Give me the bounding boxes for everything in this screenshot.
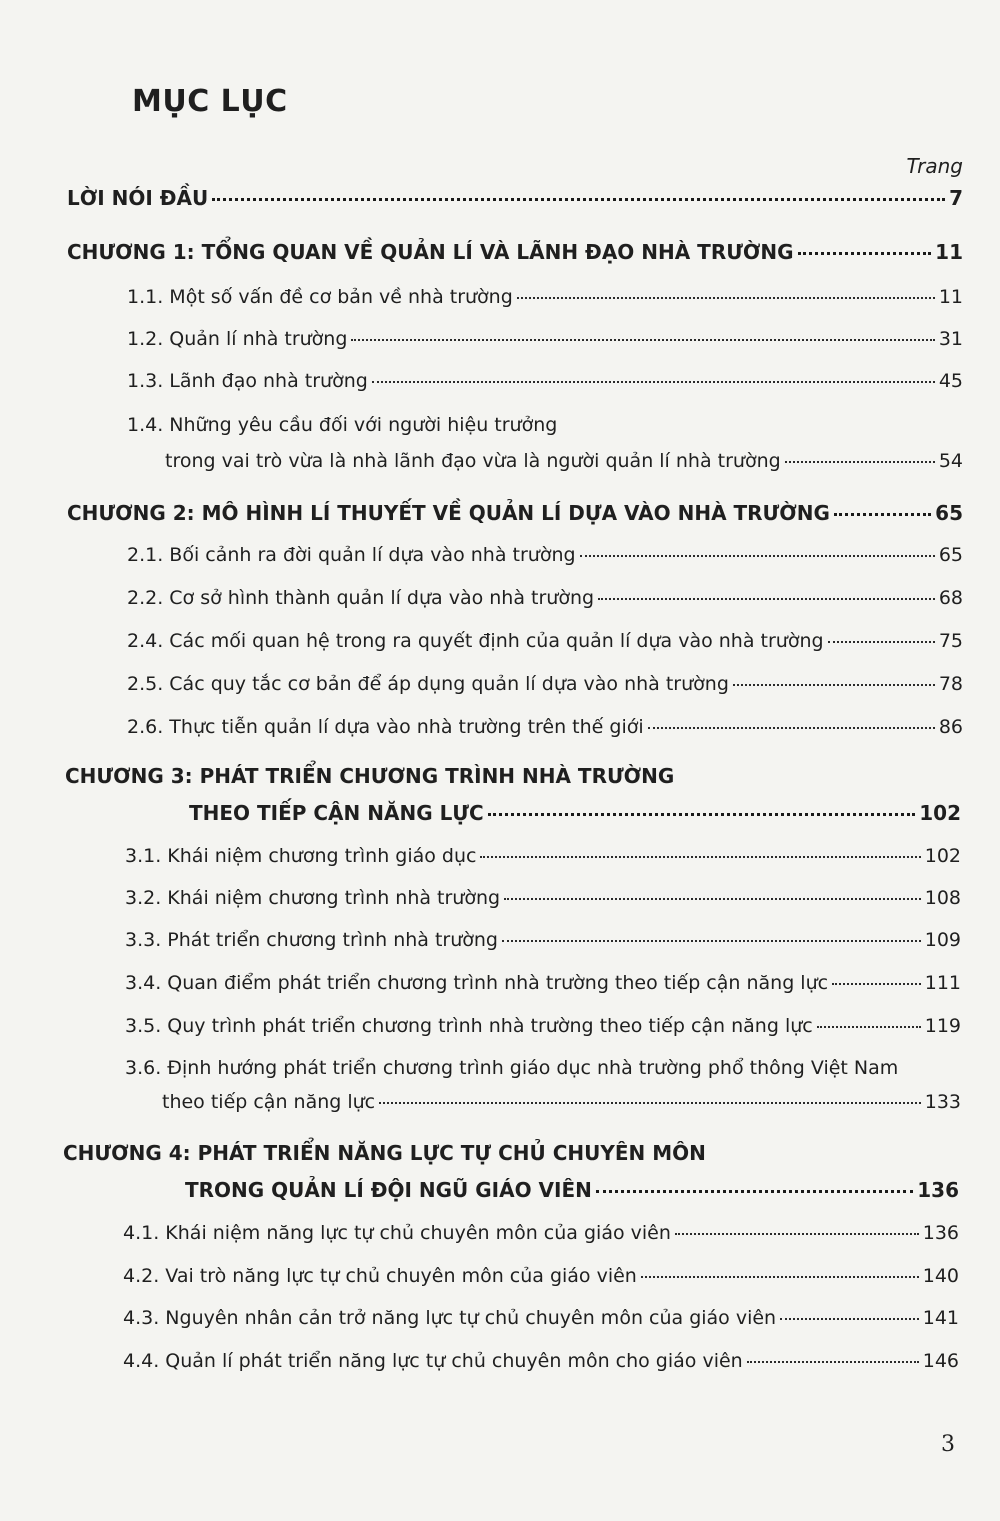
toc-entry-page: 65 (938, 544, 963, 566)
toc-entry-chapter-3[interactable] (189, 801, 961, 825)
leader-dots (641, 1276, 919, 1278)
leader-dots (598, 598, 935, 600)
toc-entry-page: 54 (938, 450, 963, 472)
leader-dots (488, 813, 916, 816)
leader-dots (817, 1026, 921, 1028)
toc-entry-label: LỜI NÓI ĐẦU (67, 186, 209, 210)
leader-dots (517, 297, 935, 299)
toc-entry-section-2-6[interactable] (127, 716, 963, 738)
toc-entry-page: 45 (938, 370, 963, 392)
toc-entry-label: 1.2. Quản lí nhà trường (127, 328, 348, 350)
leader-dots (596, 1190, 913, 1193)
toc-entry-page: 102 (924, 845, 961, 867)
toc-entry-section-4-1[interactable] (123, 1222, 959, 1244)
toc-entry-label: 2.5. Các quy tắc cơ bản để áp dụng quản lí dựa vào nhà trường (127, 673, 729, 695)
toc-entry-label: 1.3. Lãnh đạo nhà trường (127, 370, 368, 392)
leader-dots (648, 727, 935, 729)
leader-dots (351, 339, 934, 341)
toc-entry-chapter-3-line1[interactable]: CHƯƠNG 3: PHÁT TRIỂN CHƯƠNG TRÌNH NHÀ TRƯỜNG (65, 764, 675, 788)
toc-entry-page: 109 (924, 929, 961, 951)
toc-entry-label: 3.4. Quan điểm phát triển chương trình nhà trường theo tiếp cận năng lực (125, 972, 829, 994)
leader-dots (502, 940, 921, 942)
toc-entry-label: TRONG QUẢN LÍ ĐỘI NGŨ GIÁO VIÊN (185, 1178, 592, 1202)
toc-entry-page: 111 (924, 972, 961, 994)
toc-entry-chapter-1[interactable] (67, 240, 963, 264)
leader-dots (504, 898, 921, 900)
toc-entry-section-2-5[interactable] (127, 673, 963, 695)
toc-entry-label: 4.4. Quản lí phát triển năng lực tự chủ chuyên môn cho giáo viên (123, 1350, 743, 1372)
toc-entry-page: 102 (919, 801, 961, 825)
toc-entry-page: 78 (938, 673, 963, 695)
leader-dots (580, 555, 935, 557)
leader-dots (480, 856, 920, 858)
toc-entry-page: 75 (938, 630, 963, 652)
toc-entry-label: THEO TIẾP CẬN NĂNG LỰC (189, 801, 484, 825)
toc-entry-label: 4.3. Nguyên nhân cản trở năng lực tự chủ chuyên môn của giáo viên (123, 1307, 777, 1329)
toc-entry-page: 86 (938, 716, 963, 738)
leader-dots (828, 641, 935, 643)
toc-entry-preface[interactable] (67, 186, 963, 210)
toc-entry-label: 3.2. Khái niệm chương trình nhà trường (125, 887, 501, 909)
toc-entry-page: 141 (922, 1307, 959, 1329)
leader-dots (675, 1233, 919, 1235)
toc-entry-section-2-4[interactable] (127, 630, 963, 652)
toc-entry-label: theo tiếp cận năng lực (162, 1091, 376, 1113)
toc-entry-page: 7 (949, 186, 963, 210)
toc-entry-section-3-6-line1[interactable]: 3.6. Định hướng phát triển chương trình giáo dục nhà trường phổ thông Việt Nam (125, 1057, 899, 1079)
toc-entry-page: 108 (924, 887, 961, 909)
toc-entry-page: 146 (922, 1350, 959, 1372)
page-column-label: Trang (906, 154, 963, 178)
toc-entry-page: 136 (922, 1222, 959, 1244)
toc-entry-section-1-2[interactable] (127, 328, 963, 350)
toc-entry-page: 133 (924, 1091, 961, 1113)
toc-entry-label: 1.1. Một số vấn đề cơ bản về nhà trường (127, 286, 513, 308)
toc-entry-section-1-4-line1[interactable]: 1.4. Những yêu cầu đối với người hiệu trưởng (127, 414, 558, 436)
toc-entry-label: 3.3. Phát triển chương trình nhà trường (125, 929, 498, 951)
toc-entry-label: 4.2. Vai trò năng lực tự chủ chuyên môn của giáo viên (123, 1265, 637, 1287)
leader-dots (832, 983, 921, 985)
toc-entry-page: 119 (924, 1015, 961, 1037)
page-title: MỤC LỤC (132, 84, 288, 119)
toc-entry-label: CHƯƠNG 2: MÔ HÌNH LÍ THUYẾT VỀ QUẢN LÍ DỰA VÀO NHÀ TRƯỜNG (67, 501, 830, 525)
page-number: 3 (941, 1432, 955, 1457)
toc-entry-page: 11 (935, 240, 963, 264)
toc-entry-page: 31 (938, 328, 963, 350)
toc-entry-chapter-2[interactable] (67, 501, 963, 525)
toc-entry-section-1-1[interactable] (127, 286, 963, 308)
leader-dots (212, 198, 945, 201)
toc-entry-label: 2.2. Cơ sở hình thành quản lí dựa vào nhà trường (127, 587, 595, 609)
toc-entry-label: 4.1. Khái niệm năng lực tự chủ chuyên môn của giáo viên (123, 1222, 671, 1244)
toc-entry-chapter-4[interactable] (185, 1178, 959, 1202)
toc-entry-chapter-4-line1[interactable]: CHƯƠNG 4: PHÁT TRIỂN NĂNG LỰC TỰ CHỦ CHUYÊN MÔN (63, 1141, 706, 1165)
toc-entry-label: 3.1. Khái niệm chương trình giáo dục (125, 845, 477, 867)
toc-entry-section-3-6[interactable] (162, 1091, 961, 1113)
toc-entry-label: 3.5. Quy trình phát triển chương trình nhà trường theo tiếp cận năng lực (125, 1015, 813, 1037)
toc-entry-label: CHƯƠNG 1: TỔNG QUAN VỀ QUẢN LÍ VÀ LÃNH ĐẠO NHÀ TRƯỜNG (67, 240, 794, 264)
leader-dots (785, 461, 935, 463)
toc-entry-section-1-4[interactable] (165, 450, 963, 472)
leader-dots (747, 1361, 919, 1363)
toc-entry-section-2-1[interactable] (127, 544, 963, 566)
toc-entry-section-1-3[interactable] (127, 370, 963, 392)
toc-entry-section-4-4[interactable] (123, 1350, 959, 1372)
toc-entry-section-3-4[interactable] (125, 972, 961, 994)
leader-dots (834, 513, 931, 516)
toc-entry-section-3-2[interactable] (125, 887, 961, 909)
toc-entry-label: 2.6. Thực tiễn quản lí dựa vào nhà trường trên thế giới (127, 716, 644, 738)
leader-dots (733, 684, 935, 686)
toc-entry-section-3-5[interactable] (125, 1015, 961, 1037)
toc-entry-section-4-2[interactable] (123, 1265, 959, 1287)
toc-entry-page: 140 (922, 1265, 959, 1287)
toc-entry-label: 2.4. Các mối quan hệ trong ra quyết định của quản lí dựa vào nhà trường (127, 630, 824, 652)
leader-dots (798, 252, 932, 255)
toc-entry-page: 136 (917, 1178, 959, 1202)
leader-dots (780, 1318, 919, 1320)
toc-entry-page: 11 (938, 286, 963, 308)
toc-entry-section-3-3[interactable] (125, 929, 961, 951)
toc-entry-label: trong vai trò vừa là nhà lãnh đạo vừa là người quản lí nhà trường (165, 450, 781, 472)
toc-entry-section-4-3[interactable] (123, 1307, 959, 1329)
toc-entry-section-3-1[interactable] (125, 845, 961, 867)
leader-dots (372, 381, 935, 383)
toc-entry-section-2-2[interactable] (127, 587, 963, 609)
toc-entry-page: 65 (935, 501, 963, 525)
toc-entry-label: 2.1. Bối cảnh ra đời quản lí dựa vào nhà trường (127, 544, 576, 566)
leader-dots (379, 1102, 921, 1104)
toc-entry-page: 68 (938, 587, 963, 609)
